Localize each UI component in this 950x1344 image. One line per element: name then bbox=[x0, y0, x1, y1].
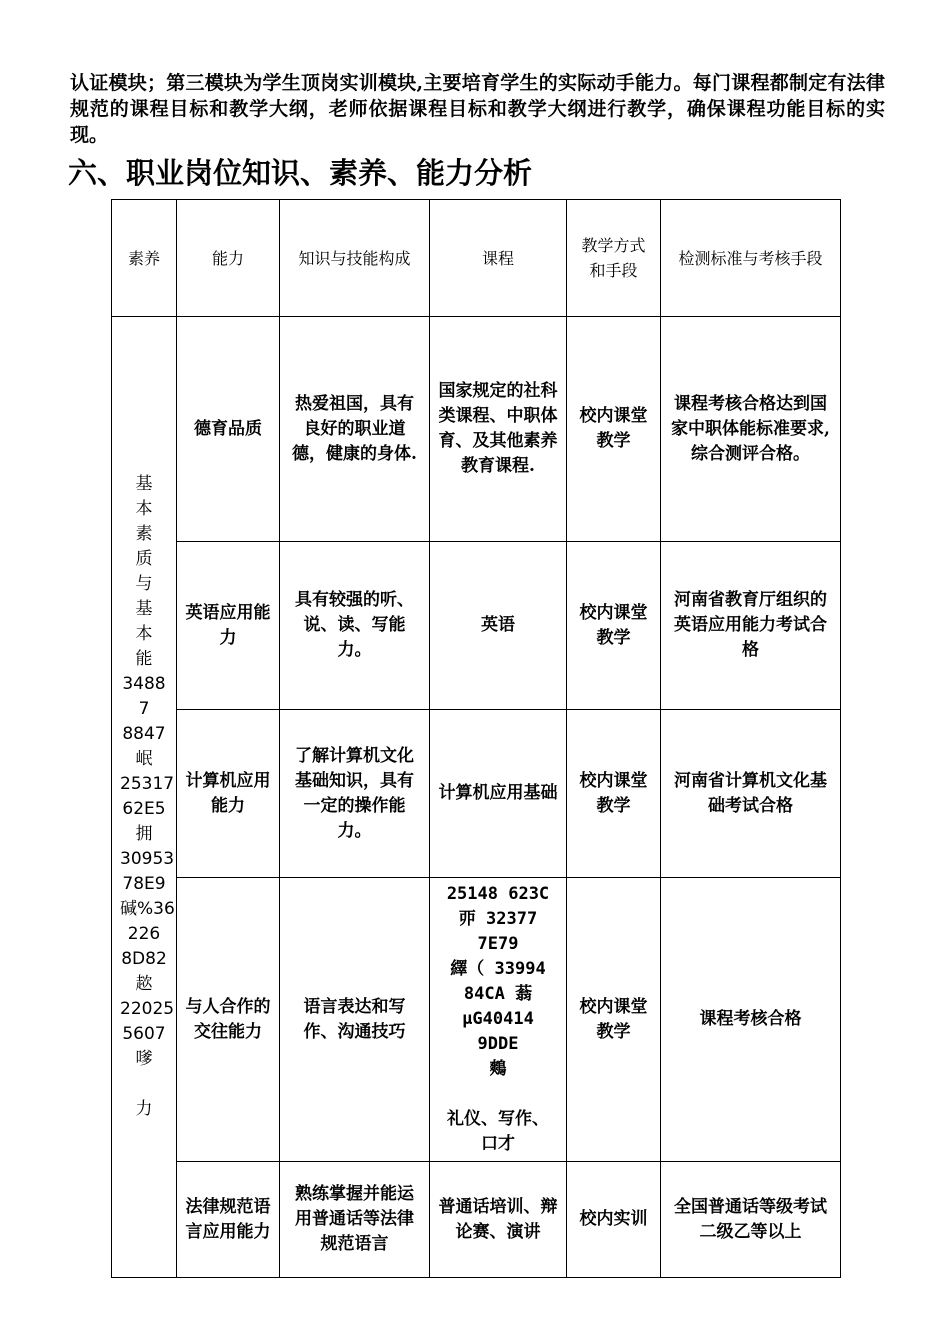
table-header-row bbox=[112, 200, 841, 317]
category-line: 与 bbox=[135, 574, 153, 594]
course-cell: 普通话培训、辩论赛、演讲 bbox=[430, 1162, 567, 1278]
course-cell: 英语 bbox=[430, 542, 567, 710]
course-line bbox=[438, 1082, 558, 1107]
standard-cell: 课程考核合格达到国家中职体能标准要求,综合测评合格。 bbox=[661, 317, 841, 542]
method-cell: 校内课堂教学 bbox=[567, 317, 661, 542]
header-cell: 教学方式和手段 bbox=[567, 200, 661, 317]
course-line: 鷞 bbox=[489, 1059, 507, 1079]
category-line: 3488 bbox=[122, 674, 166, 694]
course-cell: 国家规定的社科类课程、中职体育、及其他素养教育课程. bbox=[430, 317, 567, 542]
header-cell: 素养 bbox=[112, 200, 177, 317]
category-line: 8847 bbox=[122, 724, 166, 744]
knowledge-cell: 热爱祖国，具有良好的职业道德，健康的身体. bbox=[280, 317, 430, 542]
section-heading: 六、职业岗位知识、素养、能力分析 bbox=[68, 156, 533, 190]
category-line: 质 bbox=[135, 549, 153, 569]
category-line: 岷 bbox=[135, 749, 153, 769]
method-cell: 校内课堂教学 bbox=[567, 710, 661, 878]
header-cell: 知识与技能构成 bbox=[280, 200, 430, 317]
knowledge-cell: 语言表达和写作、沟通技巧 bbox=[280, 878, 430, 1162]
category-line: 22025 bbox=[120, 999, 175, 1019]
ability-cell: 计算机应用能力 bbox=[177, 710, 280, 878]
category-line: 能 bbox=[135, 649, 153, 669]
ability-cell: 德育品质 bbox=[177, 317, 280, 542]
category-line: 78E9 bbox=[122, 874, 166, 894]
method-cell: 校内课堂教学 bbox=[567, 542, 661, 710]
course-cell: 计算机应用基础 bbox=[430, 710, 567, 878]
course-line: 84CA 蓊 bbox=[463, 984, 533, 1004]
table-row bbox=[112, 542, 841, 710]
course-line: 25148 623C bbox=[446, 884, 550, 904]
category-line: 碱%36 bbox=[120, 899, 175, 919]
course-line: 礼仪、写作、 bbox=[447, 1109, 549, 1129]
analysis-table bbox=[111, 199, 841, 1278]
course-line: 口才 bbox=[481, 1134, 515, 1154]
standard-cell: 河南省计算机文化基础考试合格 bbox=[661, 710, 841, 878]
knowledge-cell: 了解计算机文化基础知识，具有一定的操作能力。 bbox=[280, 710, 430, 878]
category-line: 8D82 bbox=[121, 949, 167, 969]
category-line: 62E5 bbox=[122, 799, 166, 819]
category-line: 趑 bbox=[135, 974, 153, 994]
course-line: 丣 32377 7E79 bbox=[458, 909, 538, 954]
table-row bbox=[112, 317, 841, 542]
category-line: 226 bbox=[127, 924, 161, 944]
category-line: 嗲 bbox=[135, 1049, 153, 1069]
knowledge-cell: 熟练掌握并能运用普通话等法律规范语言 bbox=[280, 1162, 430, 1278]
knowledge-cell: 具有较强的听、说、读、写能力。 bbox=[280, 542, 430, 710]
category-line: 基 bbox=[135, 474, 153, 494]
category-line: 素 bbox=[135, 524, 153, 544]
standard-cell: 河南省教育厅组织的英语应用能力考试合格 bbox=[661, 542, 841, 710]
table-row bbox=[112, 710, 841, 878]
category-line: 基 bbox=[135, 599, 153, 619]
category-line: 5607 bbox=[122, 1024, 166, 1044]
intro-paragraph: 认证模块；第三模块为学生顶岗实训模块,主要培育学生的实际动手能力。每门课程都制定有法律规范的课程目标和教学大纲，老师依据课程目标和教学大纲进行教学，确保课程功能目标的实现。 bbox=[70, 72, 885, 146]
course-line: μG40414 9DDE bbox=[462, 1009, 534, 1054]
category-line: 本 bbox=[135, 624, 153, 644]
table-row bbox=[112, 1162, 841, 1278]
category-line: 7 bbox=[138, 699, 150, 719]
category-line: 力 bbox=[135, 1099, 153, 1119]
category-cell bbox=[112, 317, 177, 1278]
category-line: 拥 bbox=[135, 824, 153, 844]
ability-cell: 法律规范语言应用能力 bbox=[177, 1162, 280, 1278]
method-cell: 校内课堂教学 bbox=[567, 878, 661, 1162]
method-cell: 校内实训 bbox=[567, 1162, 661, 1278]
course-cell bbox=[430, 878, 567, 1162]
header-cell: 能力 bbox=[177, 200, 280, 317]
header-cell: 课程 bbox=[430, 200, 567, 317]
category-line: 30953 bbox=[120, 849, 175, 869]
header-cell: 检测标准与考核手段 bbox=[661, 200, 841, 317]
ability-cell: 与人合作的交往能力 bbox=[177, 878, 280, 1162]
standard-cell: 课程考核合格 bbox=[661, 878, 841, 1162]
table-row bbox=[112, 878, 841, 1162]
standard-cell: 全国普通话等级考试二级乙等以上 bbox=[661, 1162, 841, 1278]
category-line: 25317 bbox=[120, 774, 175, 794]
category-line: 本 bbox=[135, 499, 153, 519]
course-line: 繹（ 33994 bbox=[450, 959, 546, 979]
category-line bbox=[120, 1072, 168, 1097]
ability-cell: 英语应用能力 bbox=[177, 542, 280, 710]
